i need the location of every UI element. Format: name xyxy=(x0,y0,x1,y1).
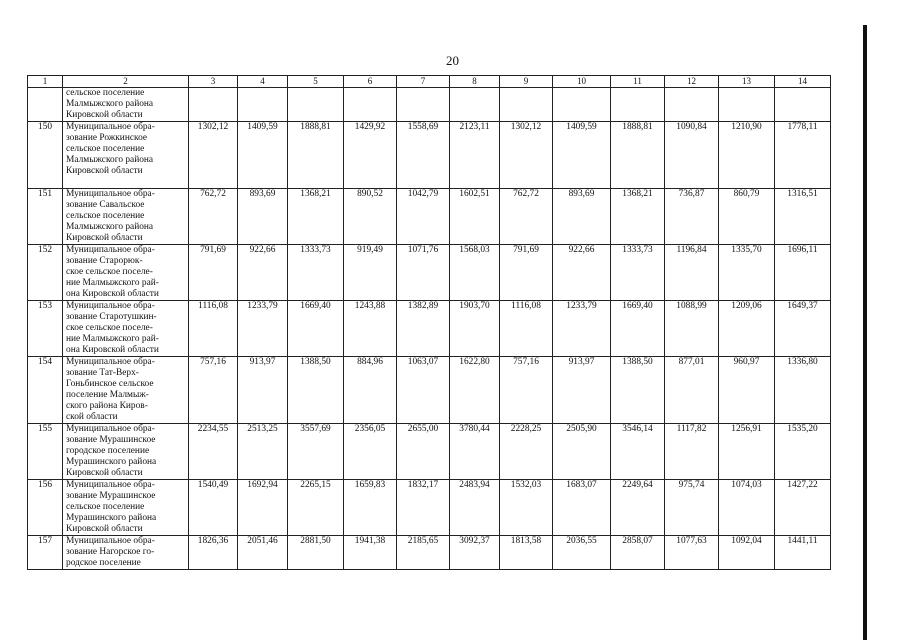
value-cell-col-6: 884,96 xyxy=(344,357,397,424)
column-header-6: 6 xyxy=(344,76,397,88)
value-cell-col-9: 1532,03 xyxy=(500,480,553,536)
value-cell-col-11: 2249,64 xyxy=(611,480,665,536)
value-cell-col-10: 2505,90 xyxy=(553,424,611,480)
value-cell-col-4: 1692,94 xyxy=(238,480,288,536)
value-cell-col-14: 1336,80 xyxy=(775,357,831,424)
table-row xyxy=(28,424,831,480)
value-cell-col-8: 1622,80 xyxy=(450,357,500,424)
page-number: 20 xyxy=(446,53,459,68)
value-cell-col-8: 1903,70 xyxy=(450,301,500,357)
value-cell-col-6: 890,52 xyxy=(344,189,397,245)
table-row xyxy=(28,245,831,301)
value-cell-col-7: 1382,89 xyxy=(397,301,450,357)
value-cell-col-8: 1568,03 xyxy=(450,245,500,301)
value-cell-col-13: 860,79 xyxy=(719,189,775,245)
value-cell-col-4 xyxy=(238,88,288,122)
value-cell-col-7: 1042,79 xyxy=(397,189,450,245)
municipality-name: Муниципальное обра- зование Савальское сельское поселение Малмыжского района Кировской области xyxy=(63,189,189,245)
value-cell-col-6: 1429,92 xyxy=(344,122,397,189)
value-cell-col-9: 2228,25 xyxy=(500,424,553,480)
value-cell-col-9: 762,72 xyxy=(500,189,553,245)
value-cell-col-9: 1813,58 xyxy=(500,536,553,570)
value-cell-col-7: 1832,17 xyxy=(397,480,450,536)
municipality-name: Муниципальное обра- зование Мурашинское сельское поселение Мурашинского района Кировской области xyxy=(63,480,189,536)
value-cell-col-13: 960,97 xyxy=(719,357,775,424)
value-cell-col-7: 2185,65 xyxy=(397,536,450,570)
value-cell-col-4: 2051,46 xyxy=(238,536,288,570)
value-cell-col-13: 1210,90 xyxy=(719,122,775,189)
value-cell-col-13: 1256,91 xyxy=(719,424,775,480)
value-cell-col-3: 757,16 xyxy=(189,357,238,424)
municipality-name: Муниципальное обра- зование Рожкинское сельское поселение Малмыжского района Кировской области xyxy=(63,122,189,189)
value-cell-col-10: 913,97 xyxy=(553,357,611,424)
value-cell-col-5 xyxy=(288,88,344,122)
column-header-7: 7 xyxy=(397,76,450,88)
row-number: 154 xyxy=(28,357,63,424)
value-cell-col-11: 1333,73 xyxy=(611,245,665,301)
column-header-4: 4 xyxy=(238,76,288,88)
value-cell-col-8: 3092,37 xyxy=(450,536,500,570)
column-header-5: 5 xyxy=(288,76,344,88)
column-header-1: 1 xyxy=(28,76,63,88)
value-cell-col-13: 1335,70 xyxy=(719,245,775,301)
row-number: 150 xyxy=(28,122,63,189)
value-cell-col-8: 2483,94 xyxy=(450,480,500,536)
value-cell-col-11: 1888,81 xyxy=(611,122,665,189)
value-cell-col-7 xyxy=(397,88,450,122)
table-row xyxy=(28,357,831,424)
value-cell-col-6: 1941,38 xyxy=(344,536,397,570)
value-cell-col-7: 1063,07 xyxy=(397,357,450,424)
value-cell-col-14: 1649,37 xyxy=(775,301,831,357)
value-cell-col-11: 2858,07 xyxy=(611,536,665,570)
value-cell-col-3: 2234,55 xyxy=(189,424,238,480)
municipality-name: Муниципальное обра- зование Мурашинское городское поселение Мурашинского района Кировской области xyxy=(63,424,189,480)
value-cell-col-11: 3546,14 xyxy=(611,424,665,480)
value-cell-col-3: 791,69 xyxy=(189,245,238,301)
column-header-10: 10 xyxy=(553,76,611,88)
table-body xyxy=(28,88,831,570)
value-cell-col-10: 2036,55 xyxy=(553,536,611,570)
value-cell-col-12: 1090,84 xyxy=(665,122,719,189)
row-number: 155 xyxy=(28,424,63,480)
value-cell-col-12: 1117,82 xyxy=(665,424,719,480)
value-cell-col-3 xyxy=(189,88,238,122)
value-cell-col-12: 736,87 xyxy=(665,189,719,245)
scan-edge-bar xyxy=(863,25,867,640)
value-cell-col-8: 1602,51 xyxy=(450,189,500,245)
value-cell-col-6: 1243,88 xyxy=(344,301,397,357)
value-cell-col-5: 2881,50 xyxy=(288,536,344,570)
value-cell-col-3: 1540,49 xyxy=(189,480,238,536)
row-number: 156 xyxy=(28,480,63,536)
value-cell-col-10 xyxy=(553,88,611,122)
value-cell-col-6: 2356,05 xyxy=(344,424,397,480)
column-header-3: 3 xyxy=(189,76,238,88)
value-cell-col-9: 1302,12 xyxy=(500,122,553,189)
value-cell-col-9: 791,69 xyxy=(500,245,553,301)
row-number xyxy=(28,88,63,122)
value-cell-col-12: 1077,63 xyxy=(665,536,719,570)
row-number: 151 xyxy=(28,189,63,245)
value-cell-col-10: 922,66 xyxy=(553,245,611,301)
value-cell-col-3: 1302,12 xyxy=(189,122,238,189)
value-cell-col-3: 1116,08 xyxy=(189,301,238,357)
data-table xyxy=(27,75,831,570)
value-cell-col-4: 913,97 xyxy=(238,357,288,424)
row-number: 152 xyxy=(28,245,63,301)
value-cell-col-3: 762,72 xyxy=(189,189,238,245)
header-row xyxy=(28,76,831,88)
value-cell-col-13 xyxy=(719,88,775,122)
value-cell-col-7: 1558,69 xyxy=(397,122,450,189)
value-cell-col-14: 1441,11 xyxy=(775,536,831,570)
column-header-12: 12 xyxy=(665,76,719,88)
value-cell-col-6: 1659,83 xyxy=(344,480,397,536)
table-row xyxy=(28,301,831,357)
value-cell-col-6: 919,49 xyxy=(344,245,397,301)
value-cell-col-8 xyxy=(450,88,500,122)
value-cell-col-13: 1074,03 xyxy=(719,480,775,536)
column-header-13: 13 xyxy=(719,76,775,88)
value-cell-col-11 xyxy=(611,88,665,122)
value-cell-col-13: 1209,06 xyxy=(719,301,775,357)
column-header-9: 9 xyxy=(500,76,553,88)
value-cell-col-4: 1233,79 xyxy=(238,301,288,357)
table-row xyxy=(28,122,831,189)
value-cell-col-12: 877,01 xyxy=(665,357,719,424)
value-cell-col-4: 893,69 xyxy=(238,189,288,245)
value-cell-col-4: 2513,25 xyxy=(238,424,288,480)
value-cell-col-8: 3780,44 xyxy=(450,424,500,480)
value-cell-col-13: 1092,04 xyxy=(719,536,775,570)
value-cell-col-5: 1333,73 xyxy=(288,245,344,301)
municipality-name: сельское поселение Малмыжского района Кировской области xyxy=(63,88,189,122)
value-cell-col-12: 1196,84 xyxy=(665,245,719,301)
value-cell-col-5: 1669,40 xyxy=(288,301,344,357)
municipality-name: Муниципальное обра- зование Нагорское го- родское поселение xyxy=(63,536,189,570)
value-cell-col-12 xyxy=(665,88,719,122)
value-cell-col-14: 1535,20 xyxy=(775,424,831,480)
value-cell-col-5: 1388,50 xyxy=(288,357,344,424)
value-cell-col-14: 1316,51 xyxy=(775,189,831,245)
row-number: 153 xyxy=(28,301,63,357)
column-header-2: 2 xyxy=(63,76,189,88)
value-cell-col-9: 757,16 xyxy=(500,357,553,424)
value-cell-col-14: 1696,11 xyxy=(775,245,831,301)
value-cell-col-10: 893,69 xyxy=(553,189,611,245)
value-cell-col-10: 1409,59 xyxy=(553,122,611,189)
value-cell-col-11: 1388,50 xyxy=(611,357,665,424)
value-cell-col-9 xyxy=(500,88,553,122)
value-cell-col-12: 975,74 xyxy=(665,480,719,536)
value-cell-col-5: 3557,69 xyxy=(288,424,344,480)
value-cell-col-9: 1116,08 xyxy=(500,301,553,357)
municipality-name: Муниципальное обра- зование Тат-Верх- Гоньбинское сельское поселение Малмыж- ского района Киров- ской области xyxy=(63,357,189,424)
value-cell-col-4: 922,66 xyxy=(238,245,288,301)
municipality-name: Муниципальное обра- зование Старотушкин- ское сельское поселе- ние Малмыжского рай- она Кировской области xyxy=(63,301,189,357)
value-cell-col-14 xyxy=(775,88,831,122)
value-cell-col-5: 1888,81 xyxy=(288,122,344,189)
table-row xyxy=(28,536,831,570)
value-cell-col-11: 1669,40 xyxy=(611,301,665,357)
value-cell-col-5: 2265,15 xyxy=(288,480,344,536)
table-row xyxy=(28,88,831,122)
value-cell-col-3: 1826,36 xyxy=(189,536,238,570)
value-cell-col-10: 1233,79 xyxy=(553,301,611,357)
table-row xyxy=(28,189,831,245)
value-cell-col-12: 1088,99 xyxy=(665,301,719,357)
table-row xyxy=(28,480,831,536)
value-cell-col-10: 1683,07 xyxy=(553,480,611,536)
value-cell-col-11: 1368,21 xyxy=(611,189,665,245)
column-header-8: 8 xyxy=(450,76,500,88)
value-cell-col-7: 2655,00 xyxy=(397,424,450,480)
value-cell-col-5: 1368,21 xyxy=(288,189,344,245)
value-cell-col-14: 1778,11 xyxy=(775,122,831,189)
row-number: 157 xyxy=(28,536,63,570)
value-cell-col-6 xyxy=(344,88,397,122)
municipality-name: Муниципальное обра- зование Старорюк- ское сельское поселе- ние Малмыжского рай- она Кировской области xyxy=(63,245,189,301)
value-cell-col-7: 1071,76 xyxy=(397,245,450,301)
value-cell-col-8: 2123,11 xyxy=(450,122,500,189)
value-cell-col-4: 1409,59 xyxy=(238,122,288,189)
column-header-14: 14 xyxy=(775,76,831,88)
column-header-11: 11 xyxy=(611,76,665,88)
value-cell-col-14: 1427,22 xyxy=(775,480,831,536)
